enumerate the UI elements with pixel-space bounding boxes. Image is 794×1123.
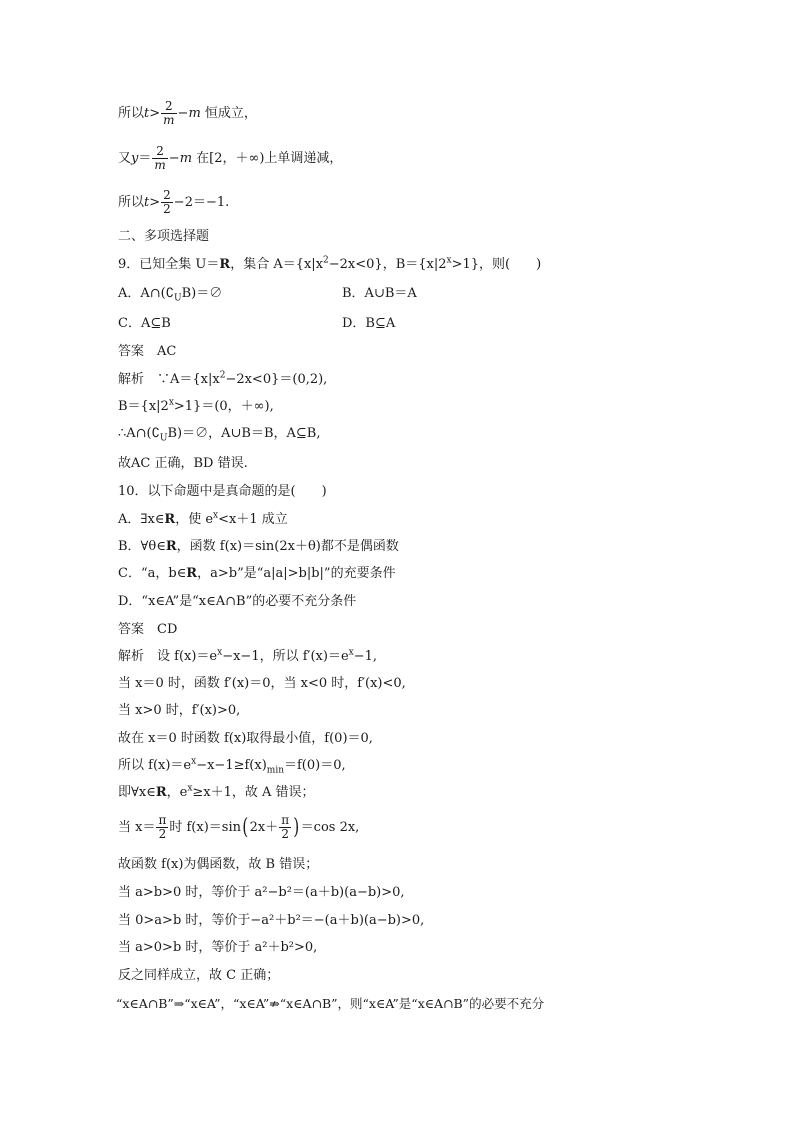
q10-analysis-4: 故在 x＝0 时函数 f(x)取得最小值，f(0)＝0, bbox=[118, 731, 373, 746]
q9-option-b: B．A∪B＝A bbox=[342, 286, 417, 301]
q10-analysis-10: 当 0>a>b 时，等价于−a²＋b²＝−(a＋b)(a−b)>0, bbox=[118, 913, 425, 928]
q10-analysis-7: 当 x＝ $\frac{\pi}{2}$ 时 f(x)＝sin(2x＋ $\frac{\pi}{2}$ )＝cos 2x, bbox=[118, 813, 360, 841]
q9-answer: 答案 AC bbox=[118, 344, 177, 359]
q10-answer: 答案 CD bbox=[118, 622, 178, 637]
q9-option-d: D．B⊆A bbox=[342, 316, 396, 331]
q9-option-c: C．A⊆B bbox=[118, 316, 171, 331]
q10-analysis-13: “x∈A∩B”⇒“x∈A”，“x∈A”⇏“x∈A∩B”，则“x∈A”是“x∈A∩B”的必要不充分 bbox=[116, 996, 545, 1011]
fraction: $\frac{2}{2}$ bbox=[163, 188, 171, 216]
q10-option-d: D．“x∈A”是“x∈A∩B”的必要不充分条件 bbox=[118, 594, 357, 609]
q9-analysis-3: $\therefore A\cap(∁_UB)=\emptyset$，A∪B＝B，A⊆B, bbox=[118, 426, 321, 444]
q9-analysis-1: 解析 $\because A=\{x|x^2-2x<0\}=(0,2)$, bbox=[118, 370, 328, 387]
fraction: $\frac{2}{m}$ bbox=[163, 99, 175, 127]
q10-analysis-1: 解析 设 $f(x)=e^x-x-1$，所以 $f'(x)=e^x-1$, bbox=[118, 647, 378, 664]
q9-options-cd bbox=[118, 316, 678, 332]
line-y-decreasing: 又y＝ $\frac{2}{m}$ −m 在[2，＋∞)上单调递减， bbox=[118, 144, 343, 172]
q10-analysis-9: 当 a>b>0 时，等价于 a²−b²＝(a＋b)(a−b)>0, bbox=[118, 885, 405, 900]
q10-analysis-5: 所以 $f(x)=e^x-x-1\ge f(x)_{min}=f(0)=0$, bbox=[118, 756, 346, 776]
q10-analysis-8: 故函数 f(x)为偶函数，故 B 错误； bbox=[118, 857, 319, 872]
q10-option-c: C．“a，b∈R，a>b”是“a|a|>b|b|”的充要条件 bbox=[118, 566, 396, 581]
q10-stem: 10．以下命题中是真命题的是( ) bbox=[118, 484, 327, 499]
fraction: $\frac{2}{m}$ bbox=[154, 144, 166, 172]
q9-analysis-2: $B=\{x|2^x>1\}=(0$，＋∞), bbox=[118, 397, 274, 414]
q9-option-a: A．$A\cap(∁_UB)=\emptyset$ bbox=[118, 286, 223, 304]
fraction: $\frac{\pi}{2}$ bbox=[281, 813, 290, 841]
q9-analysis-4: 故AC 正确，BD 错误. bbox=[118, 456, 248, 471]
q9-stem: 9．已知全集 U＝R，集合 $A=\{x|x^2-2x<0\}$，$B=\{x|2^x>1\}$，则( ) bbox=[118, 255, 542, 272]
q10-analysis-6: 即∀x∈R，$e^x\ge x+1$，故 A 错误； bbox=[118, 783, 315, 800]
line-t-result: 所以t> $\frac{2}{2}$ −2＝−1. bbox=[118, 188, 230, 216]
fraction: $\frac{\pi}{2}$ bbox=[158, 813, 167, 841]
q10-analysis-2: 当 x＝0 时，函数 f′(x)＝0，当 x<0 时，f′(x)<0, bbox=[118, 676, 406, 691]
section-title: 二、多项选择题 bbox=[118, 229, 210, 244]
q10-option-a: A．∃x∈R，使 $e^x<x+1$ 成立 bbox=[118, 510, 288, 527]
q10-option-b: B．∀θ∈R，函数 f(x)＝sin(2x＋θ)都不是偶函数 bbox=[118, 539, 399, 554]
q9-options-ab bbox=[118, 286, 678, 302]
q10-analysis-12: 反之同样成立，故 C 正确； bbox=[118, 968, 280, 983]
q10-analysis-11: 当 a>0>b 时，等价于 a²＋b²>0, bbox=[118, 940, 318, 955]
line-t-greater: 所以t> $\frac{2}{m}$ −m 恒成立， bbox=[118, 99, 257, 127]
q10-analysis-3: 当 x>0 时，f′(x)>0, bbox=[118, 703, 241, 718]
